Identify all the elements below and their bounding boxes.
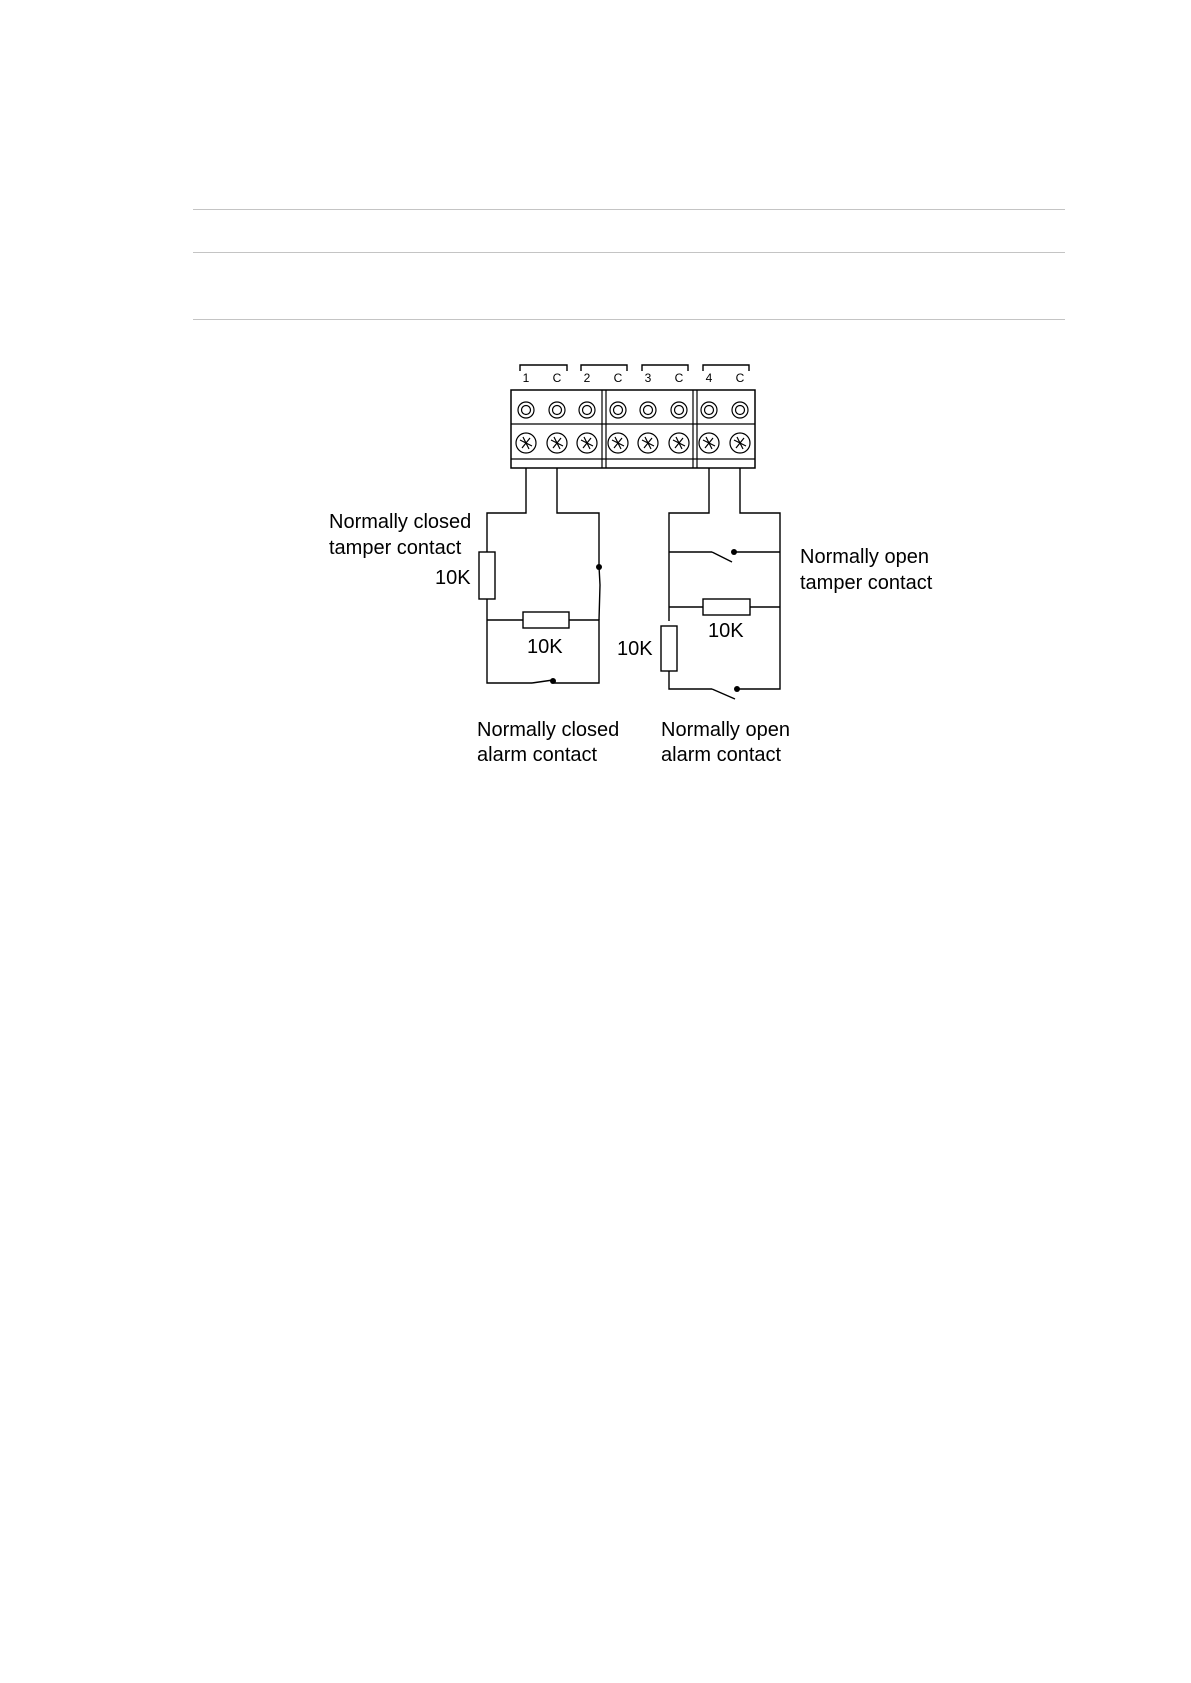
right-circuit: [669, 468, 780, 699]
left-wire-rail: [487, 620, 532, 683]
diagram-labels: [329, 511, 933, 766]
terminal-label-2: 2: [583, 371, 591, 385]
right-wire-terminal-c: [739, 468, 780, 689]
terminal-label-1: 1: [522, 371, 530, 385]
right-series-resistor-value: 10K: [617, 638, 653, 660]
right-wire-series-bottom: [669, 670, 712, 689]
no-alarm-label-line1: Normally open: [661, 719, 790, 741]
left-series-resistor-value: 10K: [435, 567, 471, 589]
no-tamper-switch: [712, 552, 732, 562]
left-parallel-resistor: [523, 612, 569, 628]
no-tamper-label-line2: tamper contact: [800, 572, 933, 594]
left-wire-terminal-1: [487, 468, 526, 552]
left-series-resistor: [479, 552, 495, 599]
nc-tamper-label-line2: tamper contact: [329, 537, 462, 559]
terminal-block: [511, 390, 755, 468]
terminal-label-3: 3: [644, 371, 652, 385]
nc-tamper-switch: [599, 566, 600, 620]
no-alarm-label-line2: alarm contact: [661, 744, 782, 766]
right-parallel-resistor-value: 10K: [708, 620, 744, 642]
terminal-label-3c: C: [674, 371, 684, 385]
terminal-labels: [523, 371, 745, 385]
terminal-label-4: 4: [705, 371, 713, 385]
nc-alarm-label-line2: alarm contact: [477, 744, 598, 766]
right-series-resistor: [661, 626, 677, 671]
nc-tamper-label-line1: Normally closed: [329, 511, 472, 533]
no-tamper-label-line1: Normally open: [800, 546, 929, 568]
nc-alarm-label-line1: Normally closed: [477, 719, 620, 741]
left-wire-terminal-c: [557, 468, 599, 566]
terminal-label-4c: C: [735, 371, 745, 385]
left-parallel-resistor-value: 10K: [527, 636, 563, 658]
right-parallel-resistor: [703, 599, 750, 615]
nc-alarm-switch: [532, 680, 553, 683]
no-alarm-switch: [712, 689, 735, 699]
terminal-label-1c: C: [552, 371, 562, 385]
right-wire-terminal-4: [669, 468, 709, 621]
terminal-label-2c: C: [613, 371, 623, 385]
